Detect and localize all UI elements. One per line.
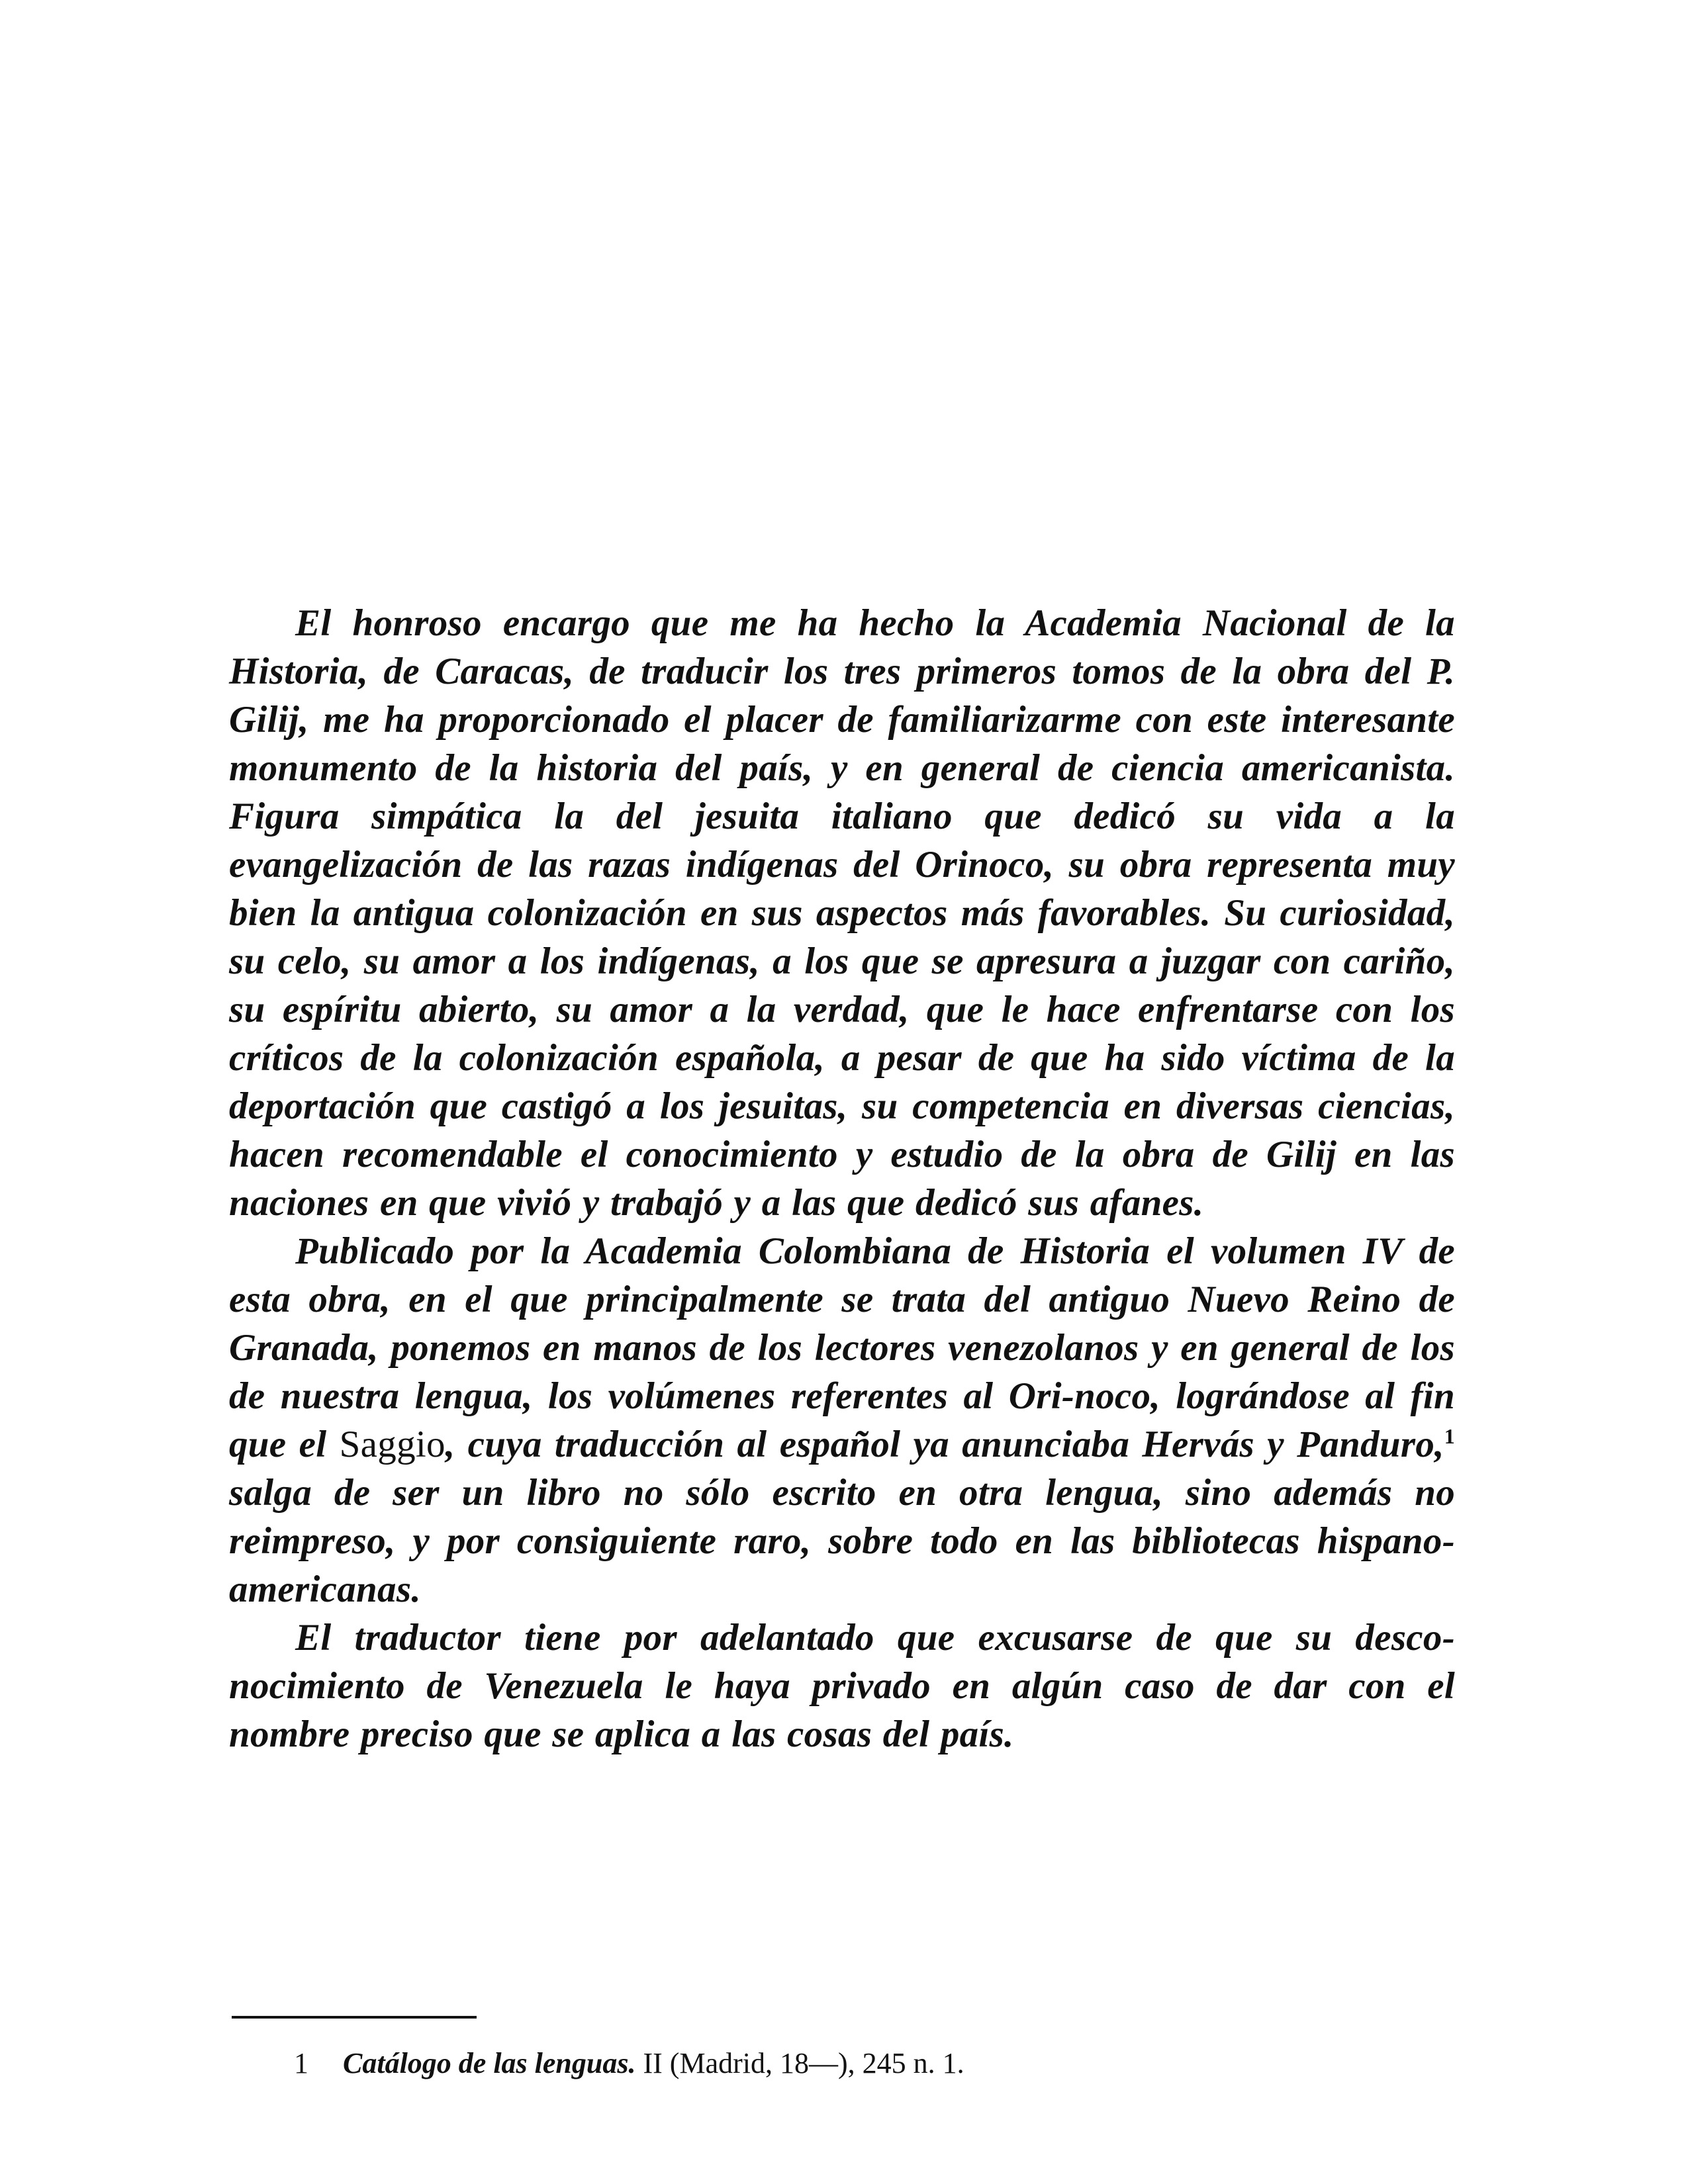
saggio-title: Saggio (339, 1424, 445, 1465)
footnote-divider (232, 2016, 477, 2019)
paragraph-3-text: El traductor tiene por adelantado que excusarse de que su desco-nocimiento de Venezuela le haya privado en algún caso de dar con el nombre preciso que se aplica a las cosas del país. (229, 1617, 1455, 1755)
paragraph-1-text: El honroso encargo que me ha hecho la Academia Nacional de la Historia, de Caracas, de traducir los tres primeros tomos de la obra del P. Gilij, me ha proporcionado el placer de familiarizarme con este interesante monumento de la historia del país, y en general de ciencia americanista. Figura simpática la del jesuita italiano que dedicó su vida a la evangelización de las razas indígenas del Orinoco, su obra representa muy bien la antigua colonización en sus aspectos más favorables. Su curiosidad, su celo, su amor a los indígenas, a los que se apresura a juzgar con cariño, su espíritu abierto, su amor a la verdad, que le hace enfrentarse con los críticos de la colonización española, a pesar de que ha sido víctima de la deportación que castigó a los jesuitas, su competencia en diversas ciencias, hacen recomendable el conocimiento y estudio de la obra de Gilij en las naciones en que vivió y trabajó y a las que dedicó sus afanes. (229, 602, 1455, 1224)
footnote-text: II (Madrid, 18—), 245 n. 1. (635, 2047, 964, 2079)
paragraph-2 (229, 1227, 1455, 1614)
paragraph-2-text-b: , cuya traducción al español ya anunciaba Hervás y Panduro, (445, 1424, 1444, 1465)
paragraph-2-text-a: Publicado por la Academia Colombiana de Historia el volumen IV de esta obra, en el que principalmente se trata del antiguo Nuevo Reino de Granada, ponemos en manos de los lectores venezolanos y en general de los de nuestra lengua, los volúmenes referentes al Ori-noco, lográndose al fin que el (229, 1230, 1455, 1465)
footnote-title: Catálogo de las lenguas. (343, 2047, 636, 2079)
footnote-number: 1 (294, 2047, 308, 2079)
footnote (294, 2045, 964, 2082)
paragraph-1 (229, 599, 1455, 1227)
body-text (229, 599, 1455, 1758)
footnote-reference: 1 (1444, 1424, 1455, 1448)
paragraph-3 (229, 1614, 1455, 1758)
paragraph-2-text-c: salga de ser un libro no sólo escrito en otra lengua, sino además no reimpreso, y por consiguiente raro, sobre todo en las bibliotecas hispano-americanas. (229, 1472, 1455, 1610)
